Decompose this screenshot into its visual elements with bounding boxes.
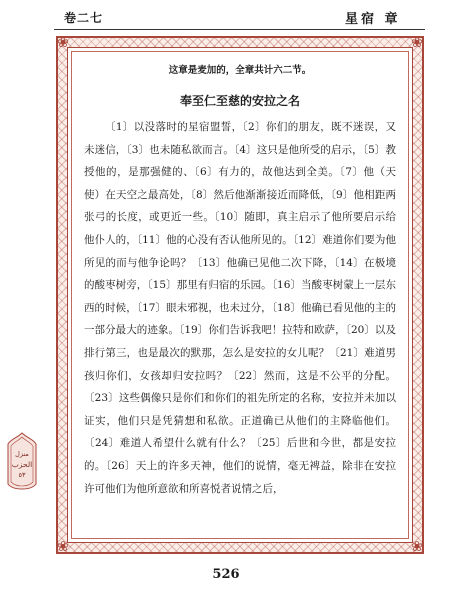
header-rule	[54, 29, 425, 30]
hizb-line-1: منزل	[15, 450, 29, 458]
page-number: 526	[212, 567, 240, 582]
corner-ornament-bottom-right: ❀	[411, 539, 423, 555]
hizb-marker-icon	[5, 432, 39, 490]
corner-ornament-bottom-left: ❀	[57, 539, 69, 555]
page-content	[84, 64, 396, 500]
hizb-line-2: الحزب	[11, 460, 33, 469]
hizb-line-3: ٥٣	[18, 471, 26, 479]
running-header-title: 星宿 章	[345, 12, 401, 27]
corner-ornament-top-left: ❀	[57, 35, 69, 51]
running-header-chapter: 卷二七	[64, 11, 104, 25]
corner-ornament-top-right: ❀	[411, 35, 423, 51]
basmala-title: 奉至仁至慈的安拉之名	[179, 94, 300, 108]
verse-text	[84, 116, 396, 500]
verse-paragraph: 〔1〕以没落时的星宿盟誓，〔2〕你们的朋友，既不迷误，又未迷信，〔3〕也未随私欲而言。〔4〕这只是他所受的启示，〔5〕教授他的，是那强健的、〔6〕有力的，故他达到全美。〔7〕他（天使）在天空之最高处，〔8〕然后他渐渐接近而降低，〔9〕他相距两张弓的长度，或更近一些。〔10〕随即，真主启示了他所要启示给他仆人的，〔11〕他的心没有否认他所见的。〔12〕难道你们要为他所见的而与他争论吗？〔13〕他确已见他二次下降，〔14〕在极境的酸枣树旁，〔15〕那里有归宿的乐园。〔16〕当酸枣树蒙上一层东西的时候，〔17〕眼未邪视，也未过分，〔18〕他确已看见他的主的一部分最大的迹象。〔19〕你们告诉我吧！拉特和欧萨，〔20〕以及排行第三，也是最次的默那，怎么是安拉的女儿呢？〔21〕难道男孩归你们，女孩却归安拉吗？〔22〕然而，这是不公平的分配。〔23〕这些偶像只是你们和你们的祖先所定的名称，安拉并未加以证实，他们只是凭猜想和私欲。正道确已从他们的主降临他们。〔24〕难道人希望什么就有什么？〔25〕后世和今世，都是安拉的。〔26〕天上的许多天神，他们的说情，毫无裨益，除非在安拉许可他们为他所意欲和所喜悦者说情之后，	[84, 121, 396, 495]
chapter-note: 这章是麦加的，全章共计六二节。	[168, 65, 312, 76]
